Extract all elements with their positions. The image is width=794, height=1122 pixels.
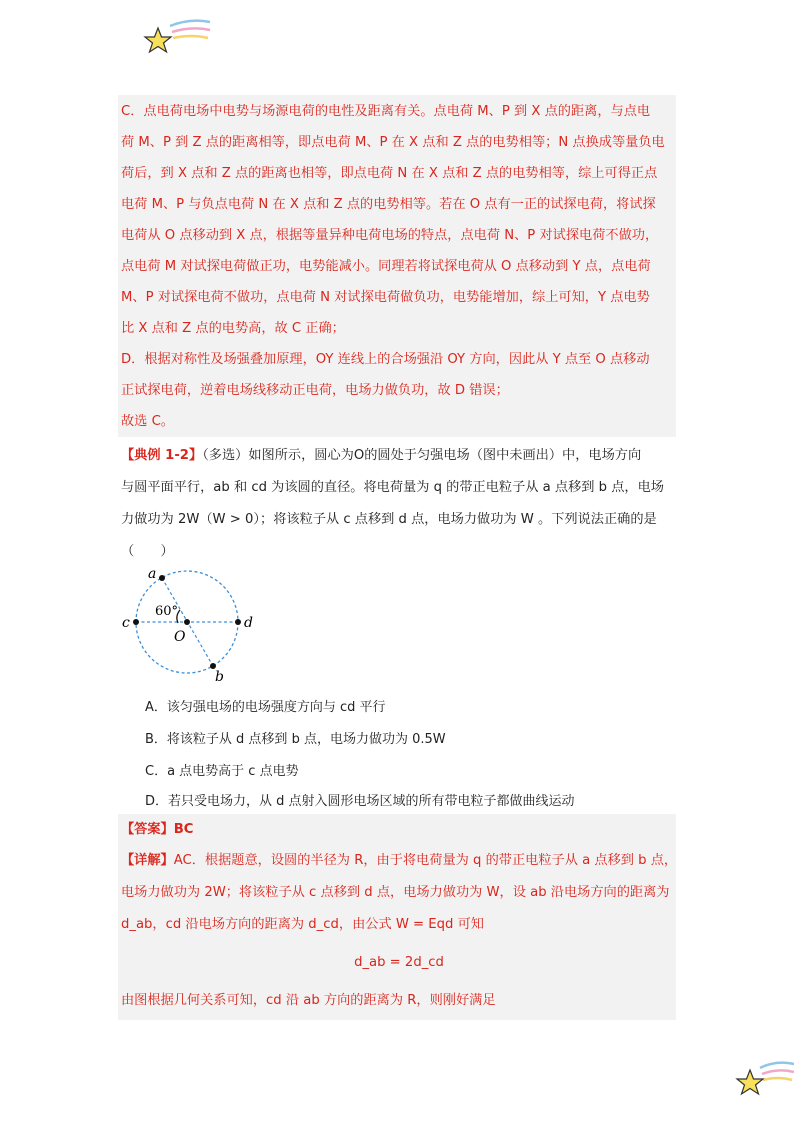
point-c: [133, 619, 139, 625]
answer-line: [121, 815, 193, 845]
answer-tag: 【答案】: [121, 822, 174, 837]
detail-equation: d_ab = 2d_cd: [354, 955, 444, 970]
label-o: O: [174, 629, 186, 645]
label-d: d: [244, 615, 253, 631]
detail-text: [121, 845, 677, 1017]
solution-line: 电荷 M、P 与负点电荷 N 在 X 点和 Z 点的电势相等。若在 O 点有一正的试探电荷，将试探: [121, 197, 656, 212]
solution-line: 荷后，到 X 点和 Z 点的距离也相等，即点电荷 N 在 X 点和 Z 点的电势相等，综上可得正点: [121, 166, 658, 181]
angle-label: 60°: [155, 604, 179, 619]
solution-line: C．点电荷电场中电势与场源电荷的电性及距离有关。点电荷 M、P 到 X 点的距离，与点电: [121, 104, 651, 119]
shooting-star-icon: [732, 1058, 794, 1100]
solution-line: M、P 对试探电荷不做功，点电荷 N 对试探电荷做负功，电势能增加，综上可知，Y 点电势: [121, 290, 650, 305]
label-b: b: [215, 669, 224, 684]
solution-line: 比 X 点和 Z 点的电势高，故 C 正确；: [121, 321, 345, 336]
point-d: [235, 619, 241, 625]
point-a: [159, 575, 165, 581]
point-o: [184, 619, 190, 625]
label-c: c: [122, 615, 130, 631]
solution-line: 电荷从 O 点移动到 X 点，根据等量异种电荷电场的特点，点电荷 N、P 对试探电荷不做功，: [121, 228, 659, 243]
question-tag: 【典例 1-2】: [121, 448, 203, 463]
option-a: A．该匀强电场的电场强度方向与 cd 平行: [145, 700, 386, 715]
label-a: a: [148, 566, 157, 582]
detail-tag: 【详解】: [121, 853, 174, 868]
question-line: （ ）: [121, 544, 174, 559]
detail-line: 电场力做功为 2W；将该粒子从 c 点移到 d 点，电场力做功为 W，设 ab 沿电场方向的距离为: [121, 885, 670, 900]
shooting-star-icon: [140, 18, 212, 60]
detail-line: AC．根据题意，设圆的半径为 R，由于将电荷量为 q 的带正电粒子从 a 点移到 b 点，: [173, 853, 678, 868]
option-c: C．a 点电势高于 c 点电势: [145, 764, 299, 779]
question-line: （多选）如图所示，圆心为O的圆处于匀强电场（图中未画出）中，电场方向: [202, 448, 642, 463]
option-d: D．若只受电场力，从 d 点射入圆形电场区域的所有带电粒子都做曲线运动: [145, 794, 575, 809]
solution-line: 点电荷 M 对试探电荷做正功，电势能减小。同理若将试探电荷从 O 点移动到 Y 点，点电荷: [121, 259, 651, 274]
solution-line: 正试探电荷，逆着电场线移动正电荷，电场力做负功，故 D 错误；: [121, 383, 509, 398]
solution-line: 故选 C。: [121, 414, 174, 429]
circle-diagram: [118, 562, 258, 684]
question-line: 力做功为 2W（W > 0）；将该粒子从 c 点移到 d 点，电场力做功为 W 。下列说法正确的是: [121, 512, 657, 527]
solution-text: [121, 96, 665, 437]
option-b: B．将该粒子从 d 点移到 b 点，电场力做功为 0.5W: [145, 732, 446, 747]
solution-line: 荷 M、P 到 Z 点的距离相等，即点电荷 M、P 在 X 点和 Z 点的电势相等；N 点换成等量负电: [121, 135, 665, 150]
solution-line: D．根据对称性及场强叠加原理，OY 连线上的合场强沿 OY 方向，因此从 Y 点至 O 点移动: [121, 352, 650, 367]
question-text: [121, 440, 664, 568]
question-line: 与圆平面平行，ab 和 cd 为该圆的直径。将电荷量为 q 的带正电粒子从 a 点移到 b 点，电场: [121, 480, 664, 495]
detail-line: 由图根据几何关系可知，cd 沿 ab 方向的距离为 R，则刚好满足: [121, 993, 496, 1008]
detail-line: d_ab，cd 沿电场方向的距离为 d_cd，由公式 W = Eqd 可知: [121, 917, 484, 932]
answer-value: BC: [173, 822, 194, 837]
